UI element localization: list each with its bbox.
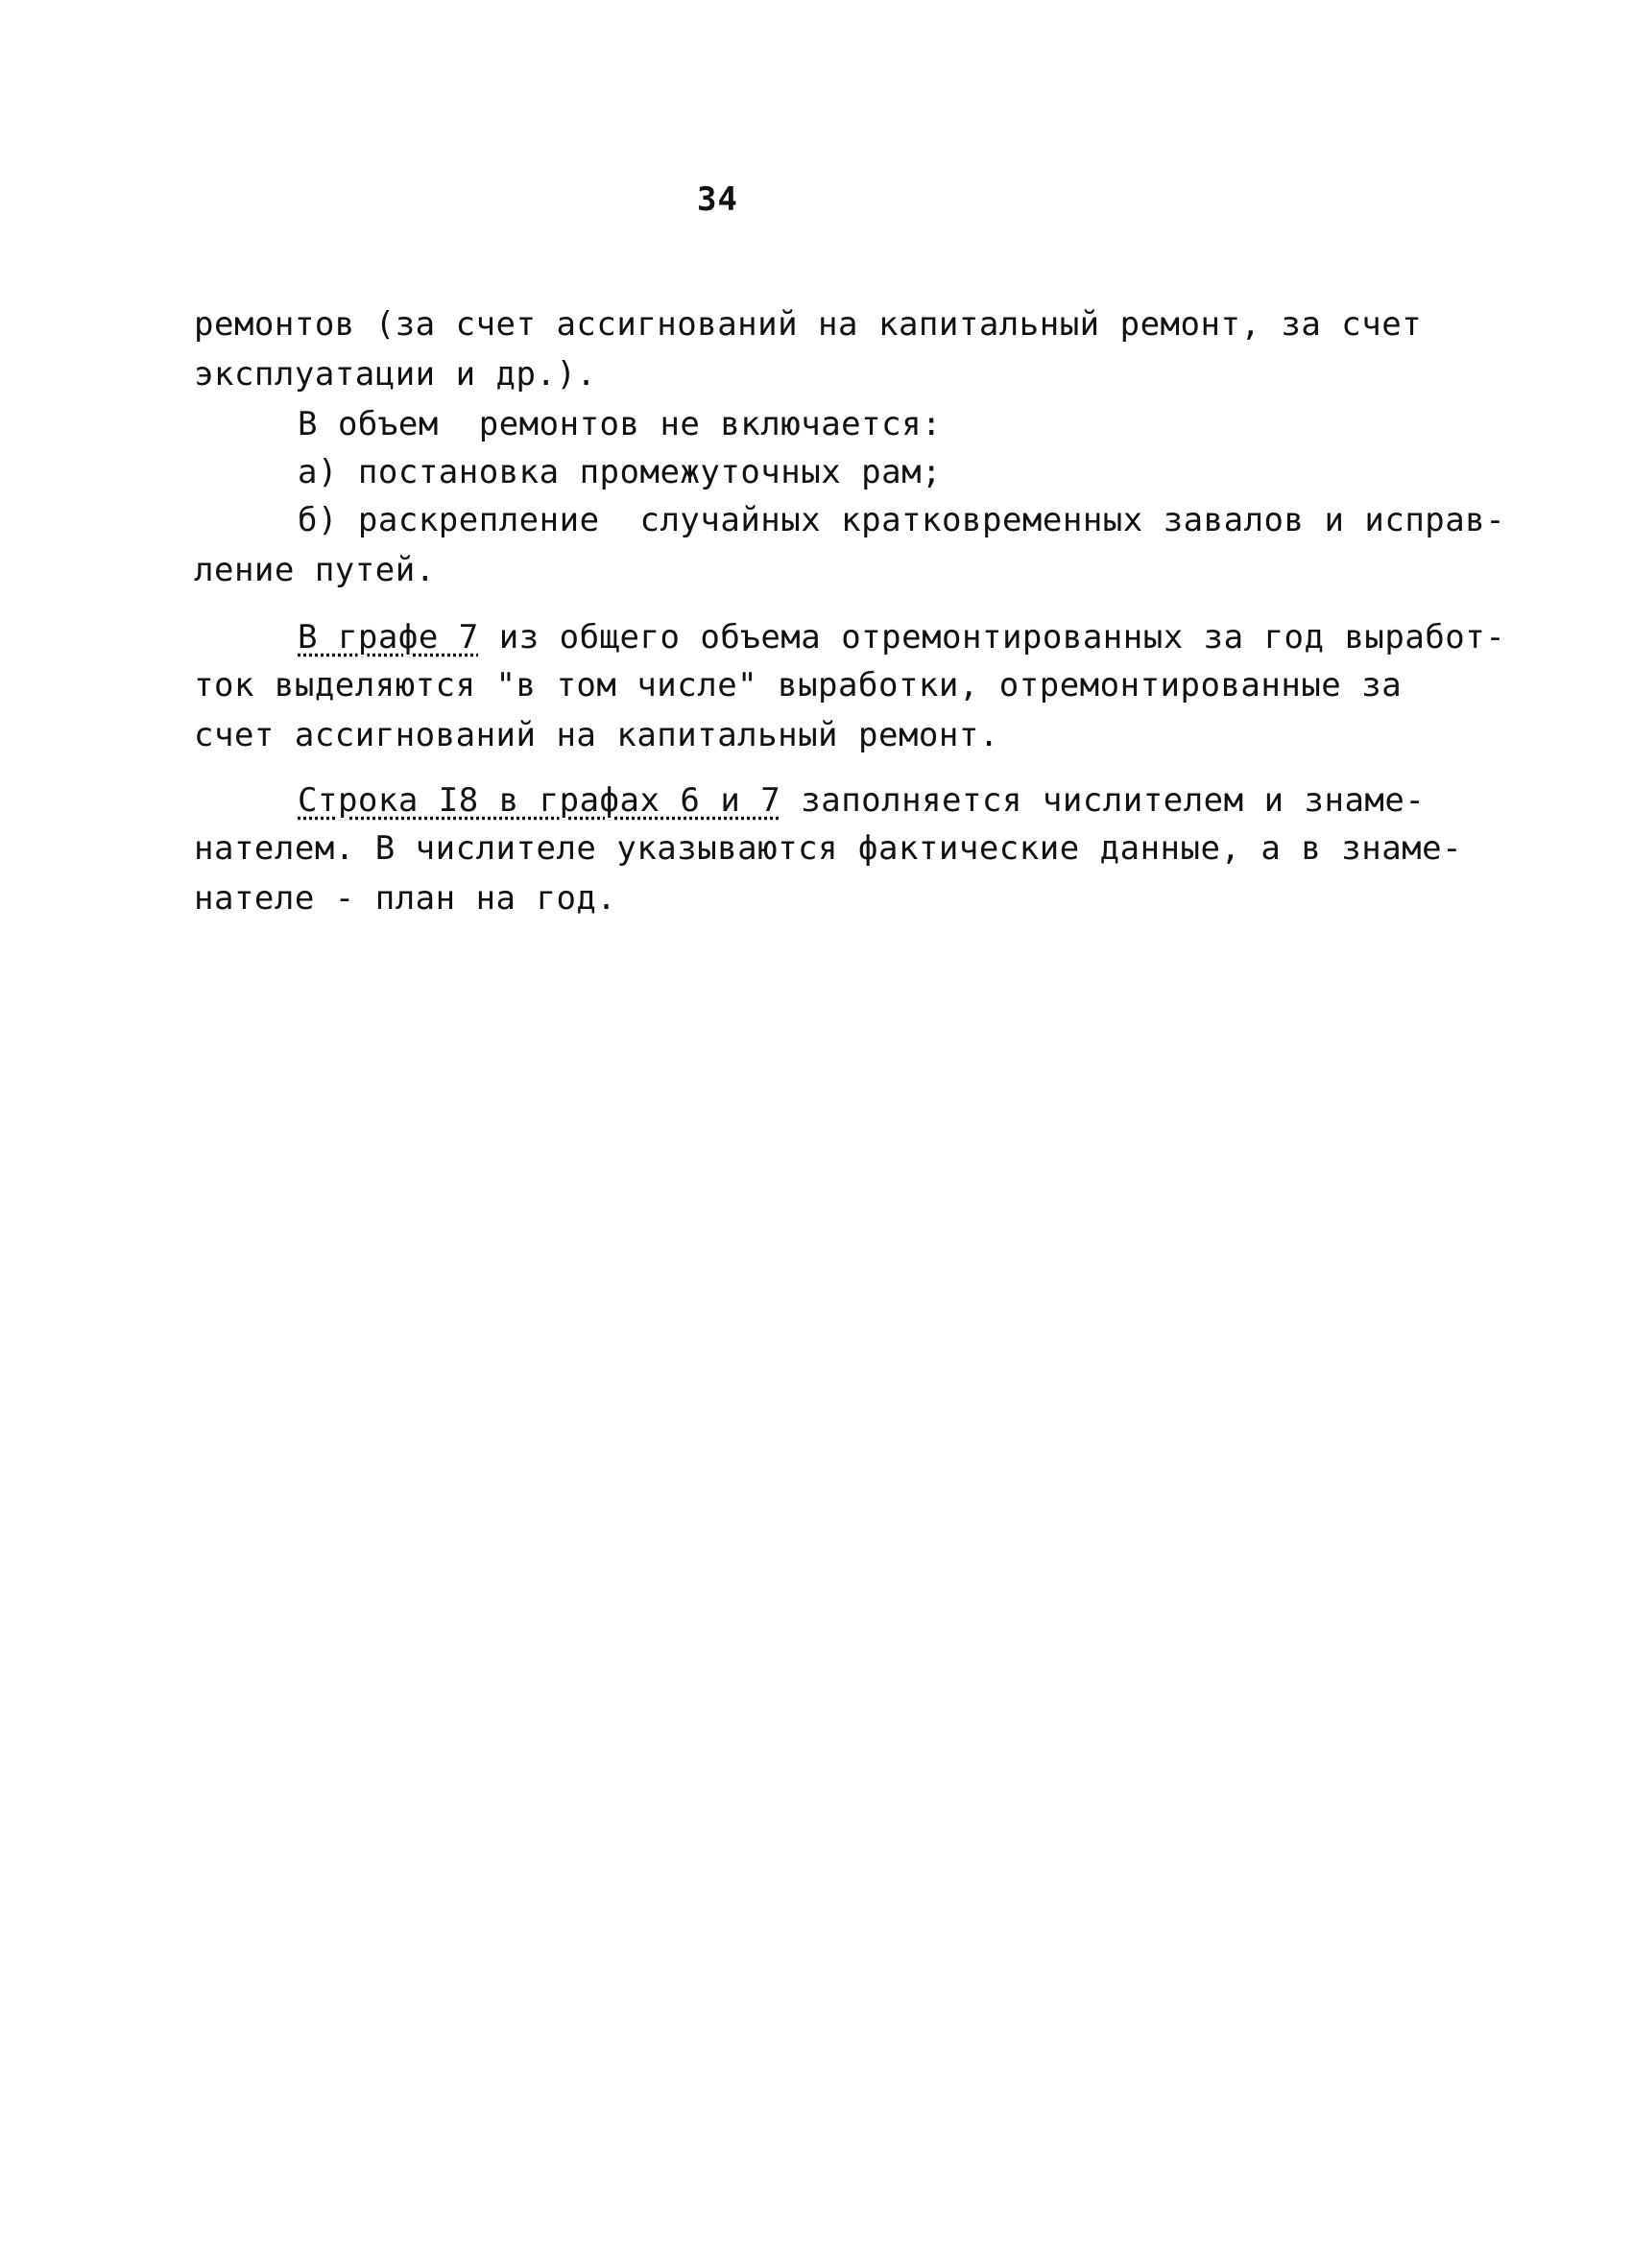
underlined-lead-in: Строка I8 в графах 6 и 7 xyxy=(298,781,781,820)
text-line: нателем. В числителе указываются фактические данные, а в знаме- xyxy=(194,829,1463,868)
text-line: б) раскрепление случайных кратковременных завалов и исправ- xyxy=(298,501,1506,539)
text-line: счет ассигнований на капитальный ремонт. xyxy=(194,716,999,754)
text-line: В объем ремонтов не включается: xyxy=(298,405,943,443)
underlined-lead-in: В графе 7 xyxy=(298,618,479,657)
text-line: а) постановка промежуточных рам; xyxy=(298,453,943,491)
text-line: ремонтов (за счет ассигнований на капитальный ремонт, за счет xyxy=(194,305,1423,344)
text-line: ление путей. xyxy=(194,551,436,589)
paragraph-first-line xyxy=(298,618,1505,657)
text-segment: из общего объема отремонтированных за год выработ- xyxy=(498,618,1506,657)
text-line: нателе - план на год. xyxy=(194,879,617,918)
paragraph-first-line xyxy=(298,781,1425,820)
text-line: эксплуатации и др.). xyxy=(194,355,597,394)
text-segment: заполняется числителем и знаме- xyxy=(801,781,1426,820)
page-number: 34 xyxy=(697,180,738,219)
text-line: ток выделяются "в том числе" выработки, отремонтированные за xyxy=(194,666,1403,704)
